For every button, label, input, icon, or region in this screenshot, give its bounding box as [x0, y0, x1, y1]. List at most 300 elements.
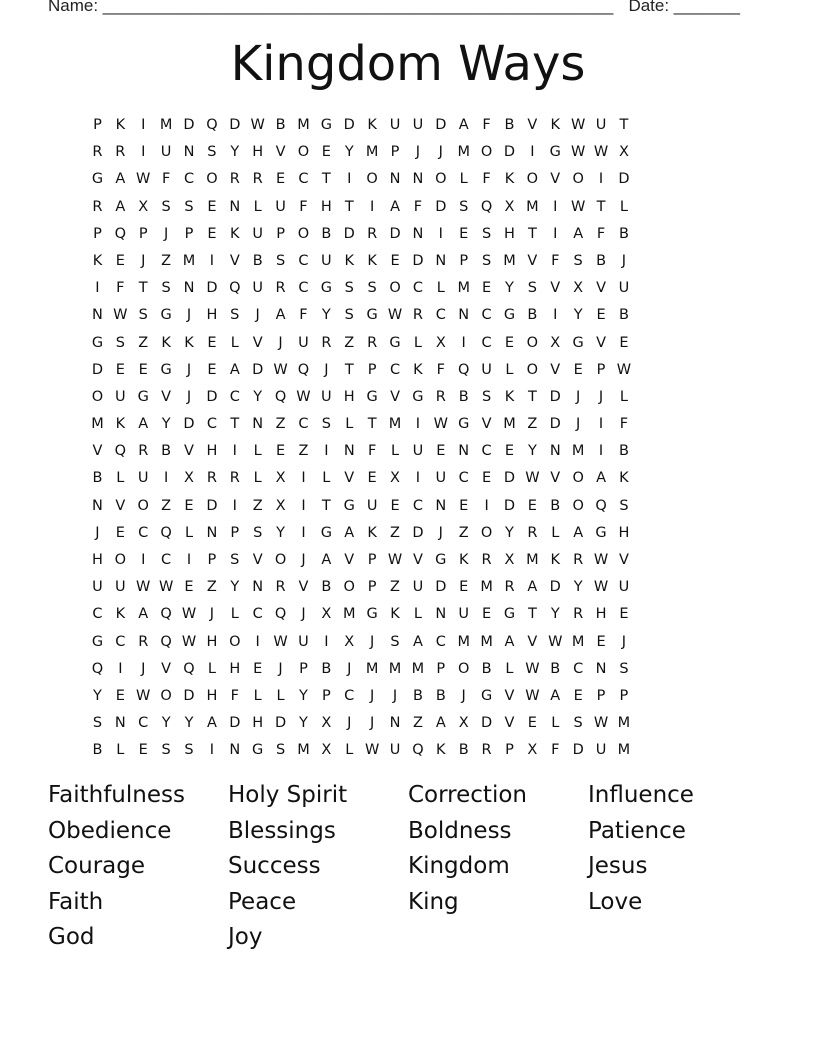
grid-letter: E — [527, 497, 537, 514]
grid-letter: G — [320, 117, 332, 133]
grid-letter: X — [275, 497, 286, 514]
word-list-item: Correction — [408, 782, 527, 808]
grid-letter: D — [503, 497, 516, 514]
grid-letter: B — [321, 660, 332, 677]
grid-letter: I — [186, 552, 192, 568]
grid-letter: Y — [253, 388, 263, 405]
grid-letter: I — [484, 497, 489, 514]
grid-letter: Q — [206, 117, 218, 133]
grid-letter: Z — [161, 252, 172, 269]
grid-letter: W — [570, 117, 586, 133]
grid-letter: K — [344, 252, 354, 269]
grid-letter: E — [207, 225, 217, 242]
grid-letter: S — [207, 144, 217, 161]
grid-letter: P — [596, 361, 606, 378]
grid-letter: L — [253, 470, 262, 487]
grid-letter: D — [503, 470, 516, 487]
word-list-item: Joy — [228, 924, 263, 951]
grid-letter: Q — [160, 524, 172, 541]
grid-letter: G — [252, 742, 264, 759]
grid-letter: X — [321, 606, 332, 623]
grid-letter: E — [436, 443, 446, 460]
grid-letter: O — [526, 334, 539, 351]
grid-letter: K — [161, 334, 171, 351]
grid-letter: Q — [114, 225, 127, 242]
grid-letter: Q — [595, 497, 607, 514]
grid-letter: M — [617, 715, 631, 732]
grid-letter: I — [95, 280, 100, 297]
grid-letter: C — [206, 416, 217, 433]
grid-letter: R — [527, 524, 538, 541]
grid-letter: J — [369, 715, 375, 732]
grid-letter: C — [138, 715, 149, 732]
grid-letter: C — [115, 633, 126, 650]
grid-letter: C — [389, 361, 401, 378]
grid-letter: T — [367, 416, 377, 433]
grid-letter: E — [459, 497, 469, 514]
grid-letter: L — [619, 388, 628, 405]
grid-letter: H — [252, 715, 264, 732]
grid-letter: J — [186, 361, 192, 378]
grid-letter: O — [457, 660, 470, 677]
grid-letter: F — [551, 252, 560, 269]
grid-letter: Q — [183, 660, 195, 677]
grid-letter: N — [229, 742, 241, 759]
grid-letter: I — [598, 443, 604, 460]
grid-letter: C — [435, 633, 446, 650]
grid-letter: Z — [527, 416, 538, 433]
grid-letter: K — [390, 606, 400, 623]
grid-letter: O — [572, 171, 584, 188]
grid-letter: A — [596, 470, 606, 487]
grid-letter: N — [206, 524, 218, 541]
grid-letter: C — [481, 307, 492, 324]
grid-letter: Q — [160, 606, 172, 623]
grid-letter: W — [433, 416, 448, 433]
grid-letter: G — [366, 388, 378, 405]
grid-letter: V — [92, 443, 103, 460]
grid-letter: G — [320, 280, 332, 297]
grid-letter: S — [161, 198, 171, 215]
grid-letter: E — [504, 334, 515, 351]
grid-letter: K — [184, 334, 194, 351]
grid-letter: R — [367, 225, 378, 242]
grid-letter: X — [321, 742, 332, 759]
grid-letter: O — [526, 361, 539, 378]
grid-letter: C — [138, 524, 149, 541]
grid-letter: P — [505, 742, 514, 759]
word-list-item: Love — [588, 888, 643, 915]
word-list-item: God — [48, 924, 95, 951]
grid-letter: U — [618, 280, 630, 297]
grid-letter: G — [503, 606, 516, 623]
grid-letter: G — [480, 687, 493, 704]
grid-letter: W — [273, 633, 288, 650]
word-list-item: Kingdom — [408, 853, 510, 880]
grid-letter: A — [138, 416, 149, 433]
grid-letter: M — [503, 252, 516, 269]
grid-letter: N — [412, 225, 424, 242]
grid-letter: A — [435, 715, 446, 732]
grid-letter: U — [412, 579, 424, 596]
grid-letter: A — [573, 225, 584, 242]
grid-letter: I — [461, 334, 466, 351]
grid-letter: R — [481, 552, 492, 568]
word-list-item: Jesus — [588, 853, 648, 880]
grid-letter: S — [115, 334, 125, 351]
grid-letter: W — [113, 307, 128, 324]
grid-letter: S — [527, 280, 537, 297]
grid-letter: R — [92, 198, 103, 215]
grid-letter: U — [160, 144, 172, 161]
grid-letter: V — [344, 552, 355, 568]
grid-letter: L — [413, 606, 422, 623]
grid-letter: Y — [573, 579, 583, 596]
grid-letter: S — [344, 307, 354, 324]
grid-letter: T — [527, 225, 537, 242]
grid-letter: B — [481, 660, 492, 677]
grid-letter: G — [320, 524, 332, 541]
grid-letter: X — [573, 280, 584, 297]
grid-letter: S — [344, 280, 354, 297]
grid-letter: S — [573, 715, 583, 732]
grid-letter: K — [230, 225, 240, 242]
grid-letter: G — [572, 334, 584, 351]
grid-letter: C — [435, 307, 446, 324]
grid-letter: C — [252, 606, 263, 623]
grid-letter: J — [369, 633, 375, 650]
grid-letter: W — [136, 579, 151, 596]
grid-letter: Y — [505, 524, 514, 541]
grid-letter: G — [503, 307, 516, 324]
grid-letter: L — [276, 687, 285, 704]
grid-letter: T — [619, 117, 629, 133]
grid-letter: V — [550, 470, 561, 487]
grid-letter: A — [573, 524, 584, 541]
grid-letter: J — [576, 416, 581, 433]
word-list-item: Faith — [48, 888, 104, 915]
grid-letter: U — [389, 742, 401, 759]
grid-letter: N — [343, 443, 355, 460]
grid-letter: Z — [412, 715, 423, 732]
grid-letter: M — [480, 579, 493, 596]
grid-letter: N — [92, 497, 103, 514]
grid-letter: D — [343, 117, 355, 133]
grid-letter: D — [412, 252, 424, 269]
grid-letter: W — [387, 552, 403, 568]
grid-letter: U — [137, 470, 149, 487]
grid-letter: D — [389, 225, 401, 242]
grid-letter: E — [390, 497, 400, 514]
grid-letter: W — [273, 361, 288, 378]
grid-letter: M — [388, 660, 402, 677]
grid-letter: S — [161, 280, 171, 297]
grid-letter: V — [550, 280, 561, 297]
grid-letter: U — [252, 225, 263, 242]
grid-letter: X — [138, 198, 149, 215]
grid-letter: F — [596, 225, 606, 242]
grid-letter: V — [161, 388, 172, 405]
grid-letter: L — [116, 470, 125, 487]
grid-letter: P — [184, 225, 194, 242]
grid-letter: Q — [297, 361, 310, 378]
grid-letter: L — [207, 660, 216, 677]
grid-letter: D — [183, 117, 195, 133]
grid-letter: V — [618, 552, 629, 568]
grid-letter: I — [415, 416, 421, 433]
grid-letter: K — [115, 117, 126, 133]
grid-letter: W — [593, 715, 609, 732]
grid-letter: I — [415, 470, 421, 487]
grid-letter: N — [435, 606, 447, 623]
grid-letter: Q — [229, 280, 241, 297]
grid-letter: L — [253, 198, 262, 215]
grid-letter: Q — [114, 443, 127, 460]
grid-letter: E — [275, 171, 286, 188]
word-list-item: Obedience — [48, 817, 172, 844]
grid-letter: Y — [161, 416, 171, 433]
grid-letter: J — [621, 252, 627, 269]
grid-letter: M — [342, 606, 356, 623]
grid-letter: V — [184, 443, 194, 460]
grid-letter: W — [525, 687, 540, 704]
grid-letter: I — [163, 470, 169, 487]
grid-letter: G — [549, 144, 561, 161]
grid-letter: C — [92, 606, 103, 623]
grid-letter: G — [343, 497, 355, 514]
grid-letter: U — [435, 470, 447, 487]
grid-letter: H — [229, 660, 241, 677]
grid-letter: G — [366, 307, 378, 324]
grid-letter: S — [390, 633, 400, 650]
grid-letter: Q — [91, 660, 104, 677]
grid-letter: W — [364, 742, 380, 759]
grid-letter: C — [481, 443, 492, 460]
grid-letter: Z — [161, 497, 172, 514]
grid-letter: V — [275, 144, 286, 161]
grid-letter: F — [116, 280, 125, 297]
grid-letter: B — [321, 225, 332, 242]
grid-letter: A — [321, 552, 332, 568]
grid-letter: C — [183, 171, 195, 188]
grid-letter: L — [253, 443, 262, 460]
grid-letter: Y — [184, 715, 194, 732]
grid-letter: D — [549, 388, 561, 405]
grid-letter: E — [459, 225, 469, 242]
grid-letter: O — [114, 552, 127, 568]
grid-letter: Y — [93, 687, 102, 704]
grid-letter: M — [297, 742, 310, 759]
word-list-item: Success — [228, 853, 321, 880]
grid-letter: C — [412, 280, 423, 297]
grid-letter: S — [138, 307, 148, 324]
grid-letter: G — [91, 171, 104, 188]
grid-letter: D — [435, 198, 447, 215]
grid-letter: I — [141, 144, 146, 161]
grid-letter: E — [527, 715, 537, 732]
grid-letter: U — [389, 117, 401, 133]
grid-letter: U — [115, 579, 126, 596]
grid-letter: G — [160, 307, 172, 324]
word-list-item: Patience — [588, 817, 686, 844]
grid-letter: E — [115, 361, 125, 378]
grid-letter: R — [504, 579, 515, 596]
grid-letter: Z — [458, 524, 469, 541]
grid-letter: V — [161, 660, 172, 677]
grid-letter: M — [457, 144, 470, 161]
grid-letter: Z — [344, 334, 355, 351]
grid-letter: U — [595, 742, 607, 759]
grid-letter: G — [458, 416, 470, 433]
grid-letter: C — [573, 660, 584, 677]
grid-letter: U — [298, 334, 309, 351]
grid-letter: P — [138, 225, 148, 242]
grid-letter: E — [596, 633, 606, 650]
grid-letter: Z — [390, 579, 400, 596]
grid-letter: W — [593, 579, 609, 596]
grid-letter: P — [93, 117, 102, 133]
grid-letter: N — [389, 715, 401, 732]
grid-letter: I — [324, 443, 329, 460]
grid-letter: G — [435, 552, 447, 568]
grid-letter: F — [299, 307, 308, 324]
grid-letter: F — [436, 361, 445, 378]
grid-letter: D — [343, 225, 355, 242]
grid-letter: E — [115, 524, 125, 541]
grid-letter: M — [617, 742, 631, 759]
grid-letter: K — [436, 742, 446, 759]
grid-letter: V — [115, 497, 126, 514]
grid-letter: L — [413, 334, 422, 351]
grid-letter: N — [114, 715, 126, 732]
grid-letter: S — [459, 198, 469, 215]
grid-letter: V — [550, 171, 561, 188]
grid-letter: J — [461, 687, 466, 704]
grid-letter: I — [369, 198, 375, 215]
page-title: Kingdom Ways — [230, 36, 586, 92]
grid-letter: I — [141, 117, 146, 133]
grid-letter: L — [345, 742, 354, 759]
word-list — [48, 778, 768, 956]
grid-letter: P — [230, 524, 240, 541]
grid-letter: S — [275, 252, 286, 269]
grid-letter: I — [141, 552, 146, 568]
grid-letter: R — [138, 443, 149, 460]
grid-letter: O — [572, 470, 584, 487]
grid-letter: U — [321, 388, 332, 405]
grid-letter: Q — [480, 198, 493, 215]
grid-letter: N — [595, 660, 607, 677]
grid-letter: V — [412, 552, 423, 568]
grid-letter: P — [619, 687, 629, 704]
grid-letter: P — [207, 552, 217, 568]
grid-letter: X — [275, 470, 286, 487]
grid-letter: M — [159, 117, 173, 133]
grid-letter: W — [181, 633, 197, 650]
word-list-item: King — [408, 888, 459, 915]
grid-letter: J — [438, 524, 443, 541]
grid-letter: Z — [275, 416, 286, 433]
grid-letter: W — [570, 144, 586, 161]
grid-letter: U — [618, 579, 630, 596]
grid-letter: H — [320, 198, 332, 215]
grid-letter: M — [411, 660, 425, 677]
grid-letter: D — [549, 579, 561, 596]
grid-letter: W — [296, 388, 311, 405]
grid-letter: A — [229, 361, 240, 378]
grid-letter: N — [92, 307, 103, 324]
grid-letter: J — [369, 687, 375, 704]
grid-letter: V — [504, 687, 515, 704]
grid-letter: B — [161, 443, 172, 460]
grid-letter: B — [92, 742, 103, 759]
grid-letter: X — [321, 715, 332, 732]
grid-letter: O — [572, 497, 584, 514]
grid-letter: S — [161, 742, 171, 759]
grid-letter: W — [250, 117, 265, 133]
grid-letter: E — [619, 606, 629, 623]
grid-letter: D — [274, 715, 287, 732]
grid-letter: O — [297, 225, 310, 242]
grid-letter: Z — [252, 497, 263, 514]
grid-letter: I — [553, 225, 558, 242]
grid-letter: S — [184, 742, 194, 759]
grid-letter: N — [412, 171, 424, 188]
grid-letter: Q — [160, 633, 172, 650]
grid-letter: E — [573, 361, 583, 378]
grid-letter: I — [598, 416, 604, 433]
grid-letter: Y — [321, 307, 331, 324]
grid-letter: D — [503, 144, 516, 161]
grid-letter: O — [206, 171, 218, 188]
grid-letter: M — [91, 416, 104, 433]
grid-letter: A — [275, 307, 286, 324]
grid-letter: B — [596, 252, 607, 269]
grid-letter: X — [344, 633, 355, 650]
grid-letter: Y — [299, 715, 308, 732]
grid-letter: P — [436, 660, 446, 677]
grid-letter: M — [182, 252, 196, 269]
grid-letter: Y — [161, 715, 171, 732]
grid-letter: B — [458, 742, 469, 759]
grid-letter: X — [184, 470, 194, 487]
grid-letter: O — [343, 579, 355, 596]
grid-letter: J — [278, 334, 283, 351]
grid-letter: D — [618, 171, 630, 188]
grid-letter: H — [206, 633, 218, 650]
grid-letter: L — [253, 687, 262, 704]
grid-letter: L — [230, 606, 239, 623]
grid-letter: S — [230, 307, 240, 324]
grid-letter: C — [161, 552, 172, 568]
grid-letter: L — [116, 742, 125, 759]
grid-letter: M — [526, 198, 539, 215]
grid-letter: I — [438, 225, 443, 242]
grid-letter: K — [367, 117, 377, 133]
grid-letter: W — [570, 198, 586, 215]
grid-letter: K — [413, 361, 423, 378]
grid-letter: J — [347, 660, 352, 677]
grid-letter: G — [91, 633, 104, 650]
grid-letter: C — [412, 497, 423, 514]
grid-letter: Y — [344, 144, 354, 161]
date-field: Date: _______ — [628, 0, 740, 15]
grid-letter: G — [366, 606, 378, 623]
grid-letter: O — [389, 280, 401, 297]
grid-letter: N — [183, 280, 195, 297]
grid-letter: H — [343, 388, 355, 405]
grid-letter: D — [229, 117, 241, 133]
